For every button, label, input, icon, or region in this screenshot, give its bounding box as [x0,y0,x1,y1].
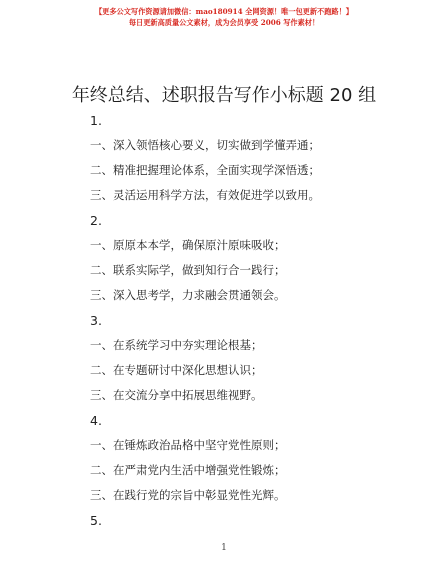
heading-item: 二、联系实际学，做到知行合一践行； [90,263,286,277]
promo-banner-line-2: 每日更新高质量公文素材，成为会员享受 2006 写作素材！ [128,18,320,27]
heading-item: 一、深入领悟核心要义，切实做到学懂弄通； [90,138,320,152]
heading-group-1 [90,108,430,208]
heading-item: 二、在严肃党内生活中增强党性锻炼； [90,463,286,477]
heading-item: 三、在交流分享中拓展思维视野。 [90,388,263,402]
promo-banner [0,6,448,28]
heading-group-2 [90,208,430,308]
heading-item: 三、在践行党的宗旨中彰显党性光辉。 [90,488,286,502]
group-number: 4. [90,413,102,428]
heading-group-5 [90,508,430,533]
heading-group-3 [90,308,430,408]
group-number: 2. [90,213,102,228]
heading-item: 一、在系统学习中夯实理论根基； [90,338,263,352]
heading-item: 二、在专题研讨中深化思想认识； [90,363,263,377]
page-number: 1 [221,543,227,553]
group-number: 1. [90,113,102,128]
promo-banner-line-1: 【更多公文写作资源请加微信：mao180914 全网资源！唯一包更新不跑路！】 [94,7,353,16]
heading-item: 三、灵活运用科学方法，有效促进学以致用。 [90,188,320,202]
group-number: 3. [90,313,102,328]
heading-group-4 [90,408,430,508]
heading-item: 一、原原本本学，确保原汁原味吸收； [90,238,286,252]
heading-item: 二、精准把握理论体系，全面实现学深悟透； [90,163,320,177]
group-number: 5. [90,513,102,528]
heading-item: 三、深入思考学，力求融会贯通领会。 [90,288,286,302]
document-body [90,108,430,533]
heading-item: 一、在锤炼政治品格中坚守党性原则； [90,438,286,452]
document-title: 年终总结、述职报告写作小标题 20 组 [71,85,377,106]
